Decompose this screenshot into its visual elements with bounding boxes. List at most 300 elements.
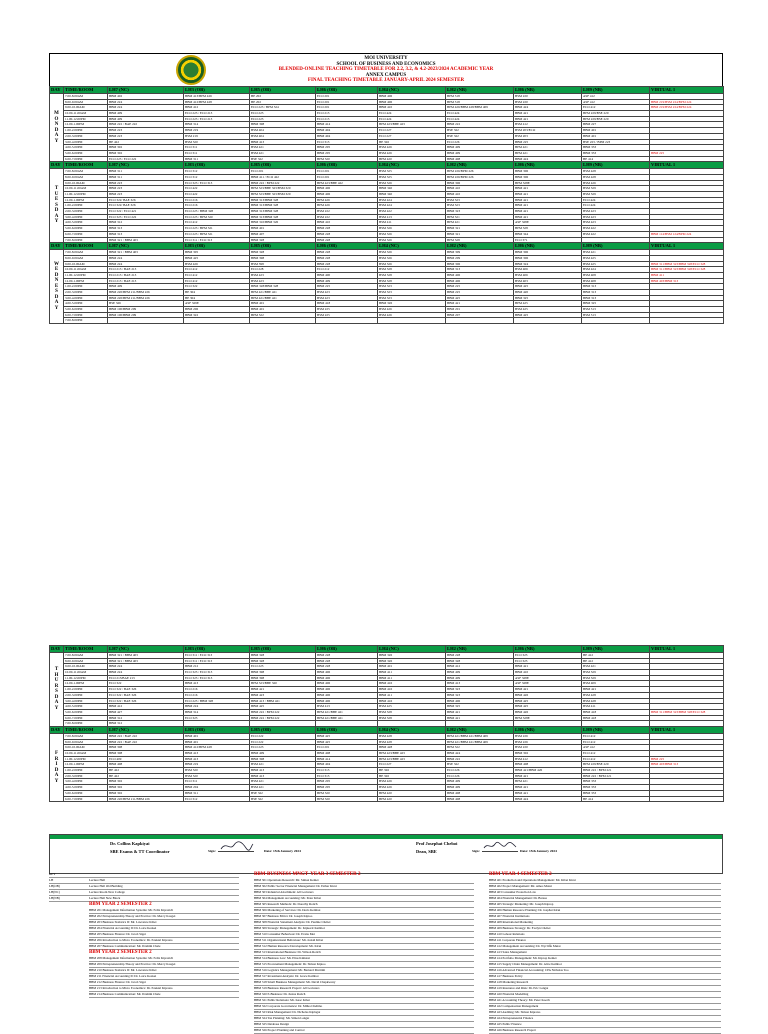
time-slot: 6.00-7.00PM [64, 231, 108, 237]
course-cell: ECO 213 / BAE 213 [108, 272, 184, 278]
legend-item: BBM 422 Compensation Management [489, 1004, 721, 1010]
course-cell: ECO 311 [184, 779, 250, 785]
course-cell: BPM 421/BBE 421 [250, 290, 316, 296]
course-cell [378, 318, 446, 324]
course-cell: BSM 428 [582, 698, 650, 704]
course-cell: ECO 311 / ECO 313 [184, 237, 250, 243]
course-cell: BSM 412 [514, 756, 582, 762]
course-cell: BPM 320 [316, 790, 378, 796]
course-cell: BSE 322 [250, 790, 316, 796]
course-cell: BBM 321 / BBM 403 [108, 653, 184, 659]
course-cell: ECO 223 / BBM 328 [184, 698, 250, 704]
legend-item: BBM 323 Risk Management: Dr. Nicholas Kiplagat [254, 1010, 474, 1016]
course-cell: BBM 219/BSM 224/BPM 224 [650, 99, 724, 105]
course-cell: BSM 325 [378, 174, 446, 180]
course-cell: BBM 326 [378, 658, 446, 664]
course-cell: BBM 325 [446, 704, 514, 710]
coordinator-name: Dr. Collins Kapkiyai [110, 841, 150, 846]
column-header: TIME/ROOM [64, 87, 108, 94]
course-cell: BBM 225 [446, 290, 514, 296]
legend-item: BBM 411 Corporate Finance [489, 938, 721, 944]
course-cell: BBM 413 [446, 681, 514, 687]
legend-item: BBM 312 Human Resource Development: Mr. Kirui [254, 944, 474, 950]
course-cell: BBM 410 [378, 105, 446, 111]
course-cell: BSM 428 [378, 739, 446, 745]
course-cell: BBM 321 / BBM 403 [108, 658, 184, 664]
course-cell: BSE 322 [250, 796, 316, 802]
course-cell: BBM 228 [316, 261, 378, 267]
university-logo [176, 55, 206, 85]
course-cell: BBM 333 [582, 779, 650, 785]
course-cell: BBM 205 [316, 145, 378, 151]
course-cell: ECO 323 [514, 658, 582, 664]
legend-item: BBM 203 Business Statistics II: Mr. Lawrence Kibet [89, 920, 239, 926]
course-cell: BBM 223 [108, 180, 184, 186]
time-slot: 9.00-10.00AM [64, 105, 108, 111]
course-cell: BPM 323/BBE 323/BSM 320 [250, 192, 316, 198]
course-cell: BBM 423 [250, 692, 316, 698]
course-cell: BSM 320 [184, 139, 250, 145]
legend-title: BBM YEAR 2 SEMESTER 2 [89, 902, 152, 907]
column-header: VIRTUAL 1 [650, 646, 724, 653]
course-cell: BBM 421 [514, 116, 582, 122]
column-header: LH5 (OB) [250, 162, 316, 169]
course-cell: BBM 313/BBM 328 [250, 209, 316, 215]
course-cell: BBM 425 [316, 739, 378, 745]
legend-item: BBM 405 Strategic Marketing: Mr. Joseph Kiprop [489, 902, 721, 908]
course-cell: BPM 321 [446, 214, 514, 220]
time-slot: 2.00-3.00PM [64, 692, 108, 698]
course-cell: BPM 328E [514, 715, 582, 721]
course-cell: BBM 400 [316, 272, 378, 278]
column-header-row [50, 243, 724, 250]
course-cell: BBM 223 [108, 192, 184, 198]
legend-item: BBM 425 Public Finance [489, 1022, 721, 1028]
course-cell: ECO 424 [378, 116, 446, 122]
course-cell: BBM 212 [184, 664, 250, 670]
course-cell: ECO 201 [316, 169, 378, 175]
course-cell: BE 326 [378, 773, 446, 779]
time-slot: 8.00-9.00AM [64, 255, 108, 261]
course-cell: BSM 326 [378, 226, 446, 232]
course-cell: BBM 404 [316, 133, 378, 139]
dean-date: Date: 15th January 2024 [520, 849, 557, 853]
column-header: LH4 (NC) [378, 243, 446, 250]
course-cell: BE 422 [108, 139, 184, 145]
time-slot: 8.00-9.00AM [64, 739, 108, 745]
column-header: LH5 (OB) [250, 87, 316, 94]
course-cell: BE 412 [582, 653, 650, 659]
time-slot: 9.00-10.00AM [64, 745, 108, 751]
course-cell: BBM 413 [184, 751, 250, 757]
course-cell: BBM 403/BBM 313 [650, 278, 724, 284]
course-cell: BBM 321 / BBM 403 [108, 237, 184, 243]
legend-item: BBM 412 Management Accounting: Dr. Wycliffe Mutai [489, 944, 721, 950]
course-cell: BBM 401 [250, 301, 316, 307]
course-cell: BBM 409 [108, 111, 184, 117]
course-cell: BBM 416 [378, 681, 446, 687]
course-cell [650, 318, 724, 324]
course-cell: ECO 424 [446, 116, 514, 122]
course-cell: BSM 408 [582, 278, 650, 284]
course-cell: BE 326 [378, 768, 446, 774]
course-cell: BSM 328 [378, 709, 446, 715]
course-cell: ECO 424 [582, 197, 650, 203]
course-cell: BSM 328 [378, 267, 446, 273]
coordinator-signature [218, 839, 254, 852]
course-cell: BBM 220/BPM 211/BBM 226 [108, 295, 184, 301]
course-cell: ECO 313 [316, 773, 378, 779]
legend-item: BBM 324 Tax Planning: Mr. Simon Langat [254, 1016, 474, 1022]
course-cell: BBM 411 [378, 670, 446, 676]
course-cell: BE 422 [108, 773, 184, 779]
time-slot: 2.00-3.00PM [64, 773, 108, 779]
course-cell: BBM 410 [446, 186, 514, 192]
time-slot: 8.00-9.00AM [64, 174, 108, 180]
course-cell: ECO 424 [378, 111, 446, 117]
course-cell: BBM 411 [378, 692, 446, 698]
legend-item: BBM 325 Database Design [254, 1022, 474, 1028]
course-cell: BSM 328 [378, 715, 446, 721]
course-cell: BE 304 [184, 295, 250, 301]
course-cell: BPM 426/BBM 428/BBM 409 [446, 105, 514, 111]
course-cell: BBM 313/BBM 328 [250, 197, 316, 203]
course-cell: BBM 306 [446, 180, 514, 186]
course-cell: ECO 322 / BAE 326 [108, 687, 184, 693]
legend-item: BBM 307 Business Ethics: Dr. Joseph Kiptoo [254, 914, 474, 920]
course-cell: BBM 411 [378, 675, 446, 681]
course-cell: BSM 425 [582, 261, 650, 267]
course-cell: BBM 340 [378, 192, 446, 198]
course-cell: ASF 412 [582, 99, 650, 105]
course-cell: BBM 206 [184, 307, 250, 313]
course-cell: BSM 313 [582, 312, 650, 318]
course-cell: BSM 329 [582, 186, 650, 192]
course-cell: BPM 420 [378, 156, 446, 162]
column-header: LH6 (OB) [316, 646, 378, 653]
legend-item: LH [49, 878, 89, 884]
time-slot: 7.00-8.00AM [64, 733, 108, 739]
course-cell: BSE 223 / BPM 223 [582, 139, 650, 145]
course-cell: BBM 311 [108, 174, 184, 180]
course-cell: ECO 322 / BAE 326 [108, 692, 184, 698]
course-cell: BBM 413 / BBM 421 [250, 698, 316, 704]
course-cell: BBM 428 [378, 745, 446, 751]
legend-item: BBM 303 Industrial Attachment: All Lecturers [254, 890, 474, 896]
course-cell: BBM 306 [514, 169, 582, 175]
course-cell: BBM 414 [316, 122, 378, 128]
time-slot: 8.00-9.00AM [64, 658, 108, 664]
course-cell: ECO 412 [582, 739, 650, 745]
legend-item: BBM 418 Marketing Research [489, 980, 721, 986]
time-slot: 5.00-6.00PM [64, 307, 108, 313]
course-cell: ECO 312 [184, 796, 250, 802]
course-cell: BPM 229/BSE 220 [582, 111, 650, 117]
course-cell: BBM 228 [316, 250, 378, 256]
course-cell: BSM 329 [582, 670, 650, 676]
course-cell: ECO 312 [184, 169, 250, 175]
course-cell: BBM 340 [378, 186, 446, 192]
course-cell: BBM 313 [446, 267, 514, 273]
course-cell: BBM 402 [108, 94, 184, 100]
course-cell: BBM 311/BBM 323/BBM 328/ECO 328 [650, 267, 724, 273]
course-cell: BSM 403 [514, 278, 582, 284]
course-cell: BSM 428 [582, 169, 650, 175]
legend-title: BBM-BUSINESS MNGT- YEAR 3 SEMESTER 2 [254, 872, 361, 877]
legend-item: BBM 302 Public Sector Financial Management: Dr. Esther Kirui [254, 884, 474, 890]
course-cell: BBM 228 [316, 237, 378, 243]
course-cell: BSM 424 [378, 197, 446, 203]
course-cell: BBM 325 [514, 295, 582, 301]
column-header: LH9 (NB) [582, 87, 650, 94]
course-cell: ECO 201 [316, 94, 378, 100]
time-slot: 10.00-11.00AM [64, 111, 108, 117]
legend-item: LH(OB) [49, 884, 89, 890]
time-slot: 6.00-7.00PM [64, 715, 108, 721]
course-cell: BBM 401 [250, 307, 316, 313]
course-cell: ECO 412 [184, 278, 250, 284]
course-cell: BPM 323/BBE 320 [250, 681, 316, 687]
course-cell: BSM 426 [378, 312, 446, 318]
course-cell: BSM 203 [514, 133, 582, 139]
course-cell: BSM 409 [582, 681, 650, 687]
course-cell: BPM 421/BBE 421 [250, 295, 316, 301]
legend-item: BBM 423 Auditing: Mr. Simon Kiprono [489, 1010, 721, 1016]
course-cell: BSE 326 [108, 301, 184, 307]
course-cell: BPM 328E [514, 180, 582, 186]
course-cell: ECO 223 / BPM 321 [184, 231, 250, 237]
course-cell: BBM 219 [184, 128, 250, 134]
course-cell: BBM 219/BSM 224/BPM 224 [650, 105, 724, 111]
time-slot: 2.00-3.00PM [64, 209, 108, 215]
course-cell: BBM 412/BPM 428 [184, 745, 250, 751]
course-cell: ECO 322 [184, 284, 250, 290]
course-cell: ECO 216 [184, 203, 250, 209]
course-cell: ECO 412 [184, 267, 250, 273]
course-cell: BBM 306 [514, 174, 582, 180]
course-cell: BSM 426 [582, 180, 650, 186]
course-cell: BBM 409 [250, 751, 316, 757]
time-slot: 11.00-12.00PM [64, 116, 108, 122]
time-slot: 1.00-2.00PM [64, 128, 108, 134]
column-header-row [50, 162, 724, 169]
day-label-friday: F R I D A Y [50, 733, 64, 801]
legend-item: BBM 213 Introduction to Micro Economics: Dr. Ezekiel Kiprono [89, 986, 239, 992]
course-cell: BSM 423 [316, 295, 378, 301]
course-cell: BBM 302 [108, 779, 184, 785]
course-cell: BPM 328 [446, 237, 514, 243]
time-slot: 1.00-2.00PM [64, 203, 108, 209]
course-cell: BBM 416 [378, 687, 446, 693]
course-cell: BBM 312 [108, 220, 184, 226]
course-cell: BBM 222 / BPM 222 [250, 180, 316, 186]
legend-item: BBM 206 Introduction to Micro Economics: Dr. Ezekiel Kiprono [89, 938, 239, 944]
course-cell: BPM 320 [316, 796, 378, 802]
coordinator-date: Date: 15th January 2024 [264, 849, 301, 853]
legend-item: BBM 311 Organizational Behaviour: Mr. Josiah Kibet [254, 938, 474, 944]
time-slot: 9.00-10.00AM [64, 261, 108, 267]
legend-item: BBM 315 Procurement Management: Dr. Simon Kiptoo [254, 962, 474, 968]
time-slot: 11.00-12.00PM [64, 192, 108, 198]
course-cell: BPM 421/BBE 421 [316, 709, 378, 715]
course-cell: BBM 313/BBM 328 [250, 214, 316, 220]
course-cell: ECO 201 [316, 105, 378, 111]
course-cell: ECO 311 / ECO 313 [184, 653, 250, 659]
course-cell [316, 318, 378, 324]
course-cell: BSM 421 [250, 145, 316, 151]
legend-item: BBM 210 Business Statistics II: Mr. Lawrence Kibet [89, 968, 239, 974]
course-cell: BSM 426 [378, 307, 446, 313]
course-cell: BBM 413 [184, 756, 250, 762]
course-cell: BBM 228 [316, 231, 378, 237]
course-cell: BBM 306 [514, 255, 582, 261]
legend-item: BBM 401 Production and Operations Management: Mr. Kibet Kirui [489, 878, 721, 884]
course-cell: BBM 328 [250, 237, 316, 243]
legend-item: BBM 403 Consumer Protection Law [489, 890, 721, 896]
course-cell: BE 202 [250, 99, 316, 105]
course-cell: BSM 428 [378, 733, 446, 739]
column-header: LH2 (NB) [446, 243, 514, 250]
course-cell: BBM 313 [108, 231, 184, 237]
column-header: TIME/ROOM [64, 162, 108, 169]
course-cell: ECO 322 [108, 681, 184, 687]
course-cell: BBM 421 [514, 773, 582, 779]
course-cell: BSM 326 [378, 237, 446, 243]
time-slot: 4.00-5.00PM [64, 301, 108, 307]
course-cell: BSM 406 [514, 267, 582, 273]
course-cell: BBM 302 [108, 785, 184, 791]
time-slot: 5.00-6.00PM [64, 226, 108, 232]
course-cell: ECO 323 [184, 715, 250, 721]
course-cell: BBM 305 [184, 250, 250, 256]
course-cell: BSM 323 [378, 290, 446, 296]
course-cell: BBM 425 [514, 284, 582, 290]
course-cell: BSM 408 [582, 272, 650, 278]
course-cell: BBM 406 [316, 186, 378, 192]
course-cell: BBM 328 [250, 658, 316, 664]
table-row [50, 318, 724, 324]
course-cell: BSM 421 [250, 150, 316, 156]
column-header: DAY [50, 87, 64, 94]
course-cell: BBM 328/BBM 328 [250, 284, 316, 290]
course-cell: ECO 313 [316, 768, 378, 774]
course-cell: BBM 398 [250, 670, 316, 676]
course-cell: ECO 223 / ECO 213 [184, 111, 250, 117]
course-cell: BPM 421 [514, 150, 582, 156]
column-header: DAY [50, 646, 64, 653]
course-cell: BSM 220 [514, 94, 582, 100]
time-slot: 9.00-10.00AM [64, 180, 108, 186]
course-cell: BPM 318 [446, 94, 514, 100]
course-cell: BPM 226/BPM 226 [446, 174, 514, 180]
course-cell: BBM 421 [582, 687, 650, 693]
course-cell: BSM 328 [378, 272, 446, 278]
course-cell: BBM 406 [316, 675, 378, 681]
time-slot: 10.00-11.00AM [64, 670, 108, 676]
course-cell: BBM 321 [446, 231, 514, 237]
course-cell: BBM 406 [316, 681, 378, 687]
legend-item: BBM 310 Consumer Behaviour: Dr. Evans Moi [254, 932, 474, 938]
time-slot: 7.00-8.00AM [64, 653, 108, 659]
course-cell: BBM 224 [108, 261, 184, 267]
course-cell: BBM 308 [108, 745, 184, 751]
course-cell: BBM 311 [184, 156, 250, 162]
course-cell: BBM 205 [316, 150, 378, 156]
time-slot: 10.00-11.00AM [64, 751, 108, 757]
time-slot: 7.00-8.00PM [64, 318, 108, 324]
course-cell: BBM 205 [316, 785, 378, 791]
course-cell: BSM 423 [582, 209, 650, 215]
course-cell: BSM 220 [514, 745, 582, 751]
course-cell: BBM 426 [514, 709, 582, 715]
legend-item: BBM 320 E-Business: Dr. Justus Rotich [254, 992, 474, 998]
course-cell: ECO 322 / BAE 326 [108, 698, 184, 704]
course-cell: ECO 222 [250, 733, 316, 739]
course-cell: BBM 421 [514, 203, 582, 209]
course-cell: BBM 223 [108, 186, 184, 192]
course-cell: BBM 302 [108, 790, 184, 796]
column-header: LH5 (OB) [250, 646, 316, 653]
time-slot: 5.00-6.00PM [64, 790, 108, 796]
course-cell: ECO 227 [378, 762, 446, 768]
column-header: LH7 (NC) [108, 87, 184, 94]
legend-item: LH(NB) [49, 896, 89, 902]
time-slot: 11.00-12.00PM [64, 756, 108, 762]
course-cell: BBM 406 [378, 99, 446, 105]
time-slot: 3.00-4.00PM [64, 295, 108, 301]
column-header: LH6 (OB) [316, 243, 378, 250]
course-cell: BBM 224 [184, 704, 250, 710]
course-cell: BBM 323 [446, 687, 514, 693]
course-cell: BBM 418 [316, 301, 378, 307]
course-cell: BBM 424 [514, 105, 582, 111]
course-cell: BBM 228 [316, 653, 378, 659]
legend-item: BBM 413 Sales Management [489, 950, 721, 956]
course-cell: ECO 213/BAE 213 [108, 675, 184, 681]
column-header: VIRTUAL 1 [650, 726, 724, 733]
dean-signature [482, 839, 518, 852]
course-cell: BBM 412 [184, 105, 250, 111]
course-cell: BPM 328 [514, 226, 582, 232]
course-cell: BSE 322 [446, 128, 514, 134]
course-cell: BBM 333 [582, 145, 650, 151]
course-cell: BE 326 [378, 139, 446, 145]
course-cell: BBM 421 [514, 790, 582, 796]
course-cell: BBM 425 [514, 312, 582, 318]
course-cell: BSM 326 [378, 231, 446, 237]
column-header: LH6 (NB) [514, 243, 582, 250]
legend-item: KEY [49, 872, 89, 878]
legend-item: BBM 304 Management Accounting: Mr. Peter Kibet [254, 896, 474, 902]
course-cell: BSM 425 [582, 255, 650, 261]
course-cell: BBM 406 [316, 698, 378, 704]
legend-item: BBM 306 Marketing of Services: Dr. Doris Kemboi [254, 908, 474, 914]
course-cell: BSM 222 [316, 209, 378, 215]
course-cell: BBM 306 [514, 250, 582, 256]
day-label-tuesday: T U E S D A Y [50, 169, 64, 243]
course-cell: BBM 406 [446, 272, 514, 278]
course-cell: BBM 398 [250, 756, 316, 762]
course-cell: BSM 225 [316, 312, 378, 318]
course-cell: ECO 323 / ECO 222 [108, 214, 184, 220]
course-cell: ECO 371 [514, 237, 582, 243]
course-cell [250, 318, 316, 324]
course-cell: BBM 308 [108, 751, 184, 757]
legend-item: BBM 416 Advanced Financial Accounting: CPA Nicholas Too [489, 968, 721, 974]
column-header: LH4 (NC) [378, 162, 446, 169]
course-cell: BBM 224 [108, 670, 184, 676]
course-cell: BBM 421 [446, 715, 514, 721]
